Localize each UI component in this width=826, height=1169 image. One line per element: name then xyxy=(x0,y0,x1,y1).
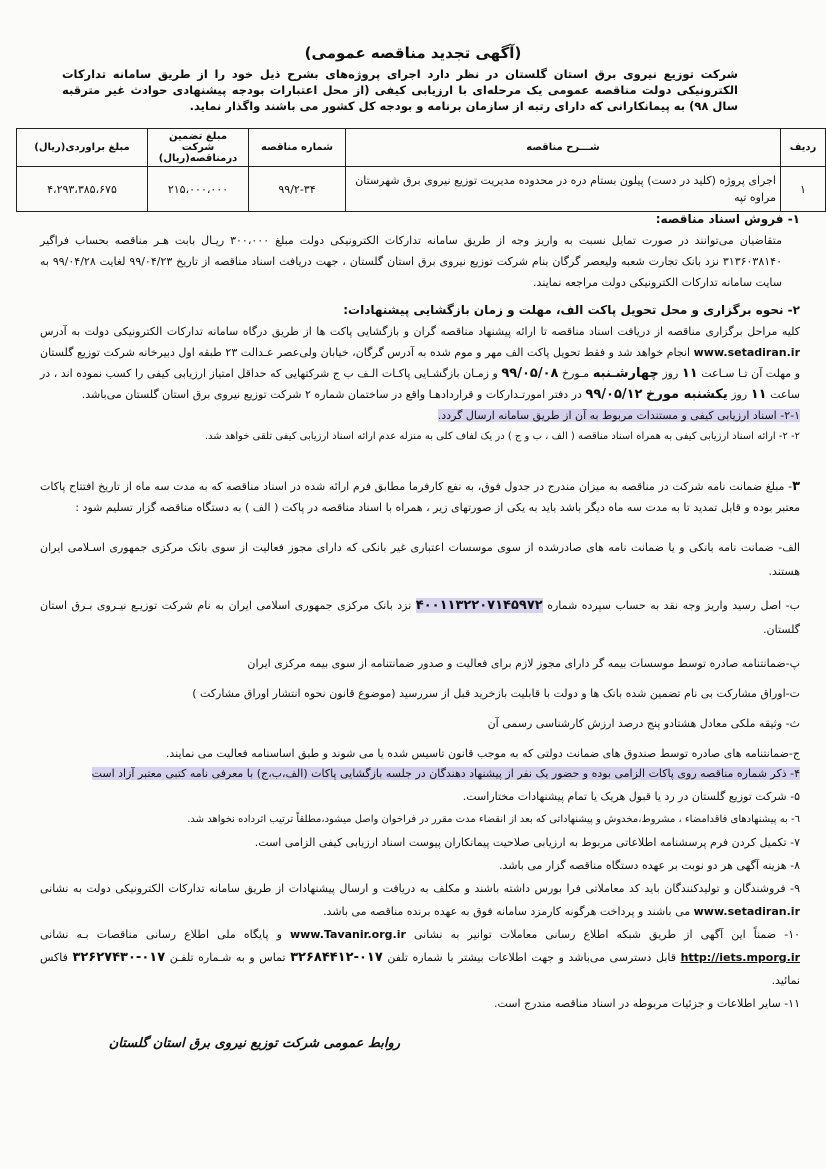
option-a: الف- ضمانت نامه بانکی و یا ضمانت نامه های صادرشده از سوی موسسات اعتباری غیر بانکی که دارای مجوز فعالیت از سوی بانک مرکزی جمهوری اسـلامی ایران هستند. xyxy=(40,541,800,578)
fax-number: ۰۱۷-۳۲۶۲۷۴۳۰ xyxy=(72,950,166,965)
section-10: ۱۰- ضمناً این آگهی از طریق شبکه اطلاع رسانی معاملات توانیر به نشانی www.Tavanir.org.ir و پایگاه ملی اطلاع رسانی مناقصات بـه نشانی http://iets.mporg.ir قابل دسترسی می‌باشد و جهت اطلاعات بیشتر با شماره تلفن ۰۱۷-۳۲۶۸۴۴۱۲ تماس و به شـماره تلفـن ۰۱۷-۳۲۶۲۷۴۳۰ فاکس نمائید. xyxy=(40,928,801,987)
cell-row-number: ۱ xyxy=(781,167,826,212)
phone-number: ۰۱۷-۳۲۶۸۴۴۱۲ xyxy=(290,950,383,965)
intro-paragraph: شرکت توزیع نیروی برق استان گلستان در نظر دارد اجرای پروژه‌های بشرح ذیل خود را از طریق سامانه تدارکات الکترونیکی دولت مناقصه عمومی یک مرحله‌ای با ارزیابی کیفی (از محل اعتبارات بودجه پیشنهادی حوادث غیر مترقبه سال ۹۸) به پیمانکارانی که دارای رتبه از سازمان برنامه و بودجه کل کشور می باشند واگذار نماید. xyxy=(62,67,738,113)
section-8: ۸- هزینه آگهی هر دو نوبت بر عهده دستگاه مناقصه گزار می باشد. xyxy=(498,859,800,872)
option-p: پ-ضمانتنامه صادره توسط موسسات بیمه گر دارای مجوز لازم برای فعالیت و صدور ضمانتنامه از سوی بیمه مرکزی ایران xyxy=(247,657,800,670)
section-4: ۴- ذکر شماره مناقصه روی پاکات الزامی بوده و حضور یک نفر از پیشنهاد دهندگان در جلسه بازگشایی پاکات (الف،ب،ج) با معرفی نامه کتبی معتبر آزاد است xyxy=(91,767,800,780)
header-guarantee: مبلغ تضمین شرکت درمناقصه(ریال) xyxy=(148,129,249,167)
section-3: ۳- مبلغ ضمانت نامه شرکت در مناقصه به میزان مندرج در جدول فوق، به نفع کارفرما مطابق فرم ارائه شده در اسناد مناقصه که به مدت سه ماه از تاریخ افتتاح پاکات معتبر بوده و قابل تمدید تا به مدت سه ماه دیگر باشد باید به یکی از صورتهای زیر ، همراه با اسناد مناقصه در پاکت ( الف ) به دستگاه مناقصه گزار تسلیم شود : xyxy=(40,479,800,514)
tavanir-link[interactable]: www.Tavanir.org.ir xyxy=(289,928,406,941)
header-row-number: ردیف xyxy=(781,129,826,167)
table-row xyxy=(17,167,826,212)
option-t: ت-اوراق مشارکت بی نام تضمین شده بانک ها و دولت با قابلیت بازخرید قبل از سررسید (موضوع قانون نحوه انتشار اوراق مشارکت ) xyxy=(192,687,800,700)
cell-tender-number: ۹۹/۲-۳۴ xyxy=(249,167,346,212)
table-header-row xyxy=(17,129,826,167)
tender-table xyxy=(16,128,826,212)
section-1 xyxy=(40,209,800,293)
header-estimate: مبلغ براوردی(ریال) xyxy=(17,129,148,167)
header-description: شـــرح مناقصه xyxy=(346,129,781,167)
setadiran-link[interactable]: www.setadiran.ir xyxy=(693,346,800,359)
opening-date: ۹۹/۰۵/۱۲ xyxy=(585,387,643,402)
cell-guarantee: ۲۱۵،۰۰۰،۰۰۰ xyxy=(148,167,249,212)
section-2 xyxy=(40,300,800,447)
section-5: ۵- شرکت توزیع گلستان در رد یا قبول هریک یا تمام پیشنهادات مختاراست. xyxy=(462,790,800,803)
section-2-title: ۲- نحوه برگزاری و محل تحویل پاکت الف، مهلت و زمان بازگشایی پیشنهادات: xyxy=(343,303,800,317)
cell-estimate: ۴،۲۹۳،۳۸۵،۶۷۵ xyxy=(17,167,148,212)
section-9: ۹- فروشندگان و تولیدکنندگان باید کد معاملاتی فرا بورس داشته باشند و مکلف به دریافت و ارسال پیشنهادات از طریق سامانه تدارکات الکترونیکی دولت به نشانی www.setadiran.ir می باشند و پرداخت هرگونه کارمزد سامانه فوق به عهده برنده مناقصه می باشد. xyxy=(40,882,800,918)
section-1-text: متقاضیان می‌توانند در صورت تمایل نسبت به واریز وجه از طریق سامانه تدارکات الکترونیکی دولت مبلغ ۳۰۰،۰۰۰ ریـال بابت هـر مناقصه بحساب فراگیر ۳۱۳۶۰۳۸۱۴۰ نزد بانک تجارت شعبه ولیعصر گرگان بنام شرکت توزیع نیروی برق استان گلستان ، جهت دریافت اسناد مناقصه از تاریخ ۹۹/۰۴/۲۳ لغایت ۹۹/۰۴/۲۸ به سایت سامانه تدارکات الکترونیکی دولت مراجعه نمایند. xyxy=(40,234,782,289)
section-1-title: ۱- فروش اسناد مناقصه: xyxy=(655,212,800,226)
deposit-account-number: ۴۰۰۱۱۳۲۲۰۷۱۴۵۹۷۲ xyxy=(415,598,543,613)
footer-signature: روابط عمومی شرکت توزیع نیروی برق استان گلستان xyxy=(108,1036,400,1051)
section-3-text: - مبلغ ضمانت نامه شرکت در مناقصه به میزان مندرج در جدول فوق، به نفع کارفرما مطابق فرم ارائه شده در اسناد مناقصه که به مدت سه ماه از تاریخ افتتاح پاکات معتبر بوده و قابل تمدید تا به مدت سه ماه دیگر باشد باید به یکی از صورتهای زیر ، همراه با اسناد مناقصه در پاکت ( الف ) به دستگاه مناقصه گزار تسلیم شود : xyxy=(40,480,800,514)
option-th: ث- وثیقه ملکی معادل هشتادو پنج درصد ارزش کارشناسی رسمی آن xyxy=(487,717,800,730)
sections-4-11 xyxy=(40,762,800,1015)
page-title: (آگهی تجدید مناقصه عمومی) xyxy=(304,44,522,62)
section-6: ٦- به پیشنهادهای فاقدامضاء ، مشروط،مخدوش و پیشنهاداتی که بعد از انقضاء مدت مقرر در فراخوان واصل میشود،مطلقاً ترتیب اثرداده نخواهد شد. xyxy=(187,814,800,825)
setadiran-link-2[interactable]: www.setadiran.ir xyxy=(693,905,800,918)
option-b: ب- اصل رسید واریز وجه نقد به حساب سپرده شماره ۴۰۰۱۱۳۲۲۰۷۱۴۵۹۷۲ نزد بانک مرکزی جمهوری اسلامی ایران به نام شرکت توزیـع نیـروی بـرق استان گلستان. xyxy=(40,598,800,636)
section-2-text: کلیه مراحل برگزاری مناقصه از دریافت اسناد مناقصه تا ارائه پیشنهاد مناقصه گران و بازگشایی پاکت ها از طریق درگاه سامانه تدارکات الکترونیکی دولت به آدرس www.setadiran.ir انجام خواهد شد و فقط تحویل پاکت الف مهر و موم شده به آدرس گرگان، خیابان ولی‌عصر عـدالت ۲۳ طبقه اول دبیرخانه شرکت توزیع گلستان و مهلت آن تـا سـاعت ۱۱ روز چهارشـنبه مـورخ ۹۹/۰۵/۰۸ و زمـان بازگشـایی پاکـات الـف ب ج شرکتهایی که حداقل امتیاز ارزیابی کیفی را کسب نموده اند ، در ساعت ۱۱ روز یکشنبه مورخ ۹۹/۰۵/۱۲ در دفتر امورتـدارکات و قراردادهـا واقع در ساختمان شماره ۲ شرکت توزیع نیروی برق استان گلستان می‌باشد. xyxy=(40,325,801,402)
section-2-1: ۲-۱- اسناد ارزیابی کیفی و مستندات مربوط به آن از طریق سامانه ارسال گردد. xyxy=(437,409,800,422)
option-j: ج-ضمانتنامه های صادره توسط صندوق های ضمانت دولتی که به موجب قانون تاسیس شده یا می شوند و طبق اساسنامه فعالیت می نمایند. xyxy=(165,747,800,760)
iets-link[interactable]: http://iets.mporg.ir xyxy=(680,951,801,964)
section-11: ۱۱- سایر اطلاعات و جزئیات مربوطه در اسناد مناقصه مندرج است. xyxy=(493,997,800,1010)
header-tender-number: شماره مناقصه xyxy=(249,129,346,167)
opening-deadline-date: ۹۹/۰۵/۰۸ xyxy=(501,366,559,381)
guarantee-options xyxy=(40,536,800,766)
cell-description: اجرای پروژه (کلید در دست) پیلون بستام دره در محدوده مدیریت توزیع نیروی برق شهرستان مراوه تپه xyxy=(346,167,781,212)
section-2-2: ۲- ۲- ارائه اسناد ارزیابی کیفی به همراه اسناد مناقصه ( الف ، ب و ج ) در یک لفاف کلی به منزله عدم ارائه اسناد ارزیابی کیفی تلقی خواهد شد. xyxy=(204,431,800,442)
section-7: ۷- تکمیل کردن فرم پرسشنامه اطلاعاتی مربوط به ارزیابی صلاحیت پیمانکاران پیوست اسناد ارزیابی کیفی الزامی است. xyxy=(254,836,800,849)
